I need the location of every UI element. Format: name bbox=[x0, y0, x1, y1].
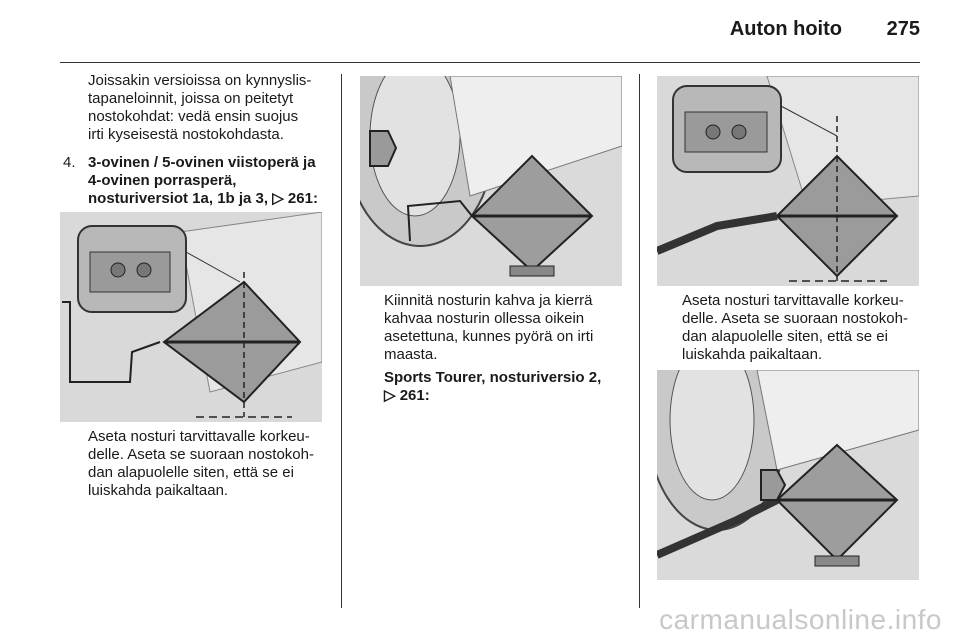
heading-line: Sports Tourer, nosturiversio 2, bbox=[384, 369, 602, 386]
jack-illustration-2 bbox=[360, 76, 622, 286]
column-divider-1 bbox=[341, 74, 342, 608]
intro-line: irti kyseisestä nostokohdasta. bbox=[88, 126, 284, 143]
intro-line: nostokohdat: vedä ensin suojus bbox=[88, 108, 299, 125]
caption-2 bbox=[384, 292, 636, 364]
watermark: carmanualsonline.info bbox=[659, 604, 942, 635]
caption-line: luiskahda paikaltaan. bbox=[88, 482, 229, 499]
page-header bbox=[0, 18, 960, 48]
caption-3 bbox=[682, 292, 934, 364]
step-heading bbox=[88, 154, 338, 208]
figure-jack-placement-2 bbox=[657, 76, 919, 286]
caption-line: dan alapuolelle siten, että se ei bbox=[88, 464, 294, 481]
step-line: 4-ovinen porrasperä, bbox=[88, 172, 237, 189]
jack-illustration-3 bbox=[657, 76, 919, 286]
intro-paragraph bbox=[88, 72, 338, 144]
intro-line: tapaneloinnit, joissa on peitetyt bbox=[88, 90, 294, 107]
figure-jack-crank bbox=[360, 76, 622, 286]
figure-jack-placement-1 bbox=[60, 212, 322, 422]
jack-illustration-4 bbox=[657, 370, 919, 580]
caption-1 bbox=[88, 428, 340, 500]
caption-line: delle. Aseta se suoraan nostokoh- bbox=[682, 310, 908, 327]
step-number: 4. bbox=[63, 154, 76, 171]
page-number: 275 bbox=[886, 18, 920, 40]
caption-line: Aseta nosturi tarvittavalle korkeu- bbox=[682, 292, 904, 309]
caption-line: maasta. bbox=[384, 346, 438, 363]
header-rule bbox=[60, 62, 920, 63]
column-divider-2 bbox=[639, 74, 640, 608]
caption-line: luiskahda paikaltaan. bbox=[682, 346, 823, 363]
caption-line: Kiinnitä nosturin kahva ja kierrä bbox=[384, 292, 593, 309]
step-line: 3-ovinen / 5-ovinen viistoperä ja bbox=[88, 154, 316, 171]
caption-line: dan alapuolelle siten, että se ei bbox=[682, 328, 888, 345]
caption-line: asetettuna, kunnes pyörä on irti bbox=[384, 328, 594, 345]
caption-line: Aseta nosturi tarvittavalle korkeu- bbox=[88, 428, 310, 445]
figure-sports-tourer-jack bbox=[657, 370, 919, 580]
step-line: nosturiversiot 1a, 1b ja 3, ▷ 261: bbox=[88, 190, 318, 207]
caption-line: delle. Aseta se suoraan nostokoh- bbox=[88, 446, 314, 463]
heading-line: ▷ 261: bbox=[384, 387, 430, 404]
intro-line: Joissakin versioissa on kynnyslis- bbox=[88, 72, 312, 89]
section-title: Auton hoito bbox=[729, 18, 842, 40]
jack-illustration-1 bbox=[60, 212, 322, 422]
caption-line: kahvaa nosturin ollessa oikein bbox=[384, 310, 585, 327]
sports-tourer-heading bbox=[384, 369, 636, 405]
